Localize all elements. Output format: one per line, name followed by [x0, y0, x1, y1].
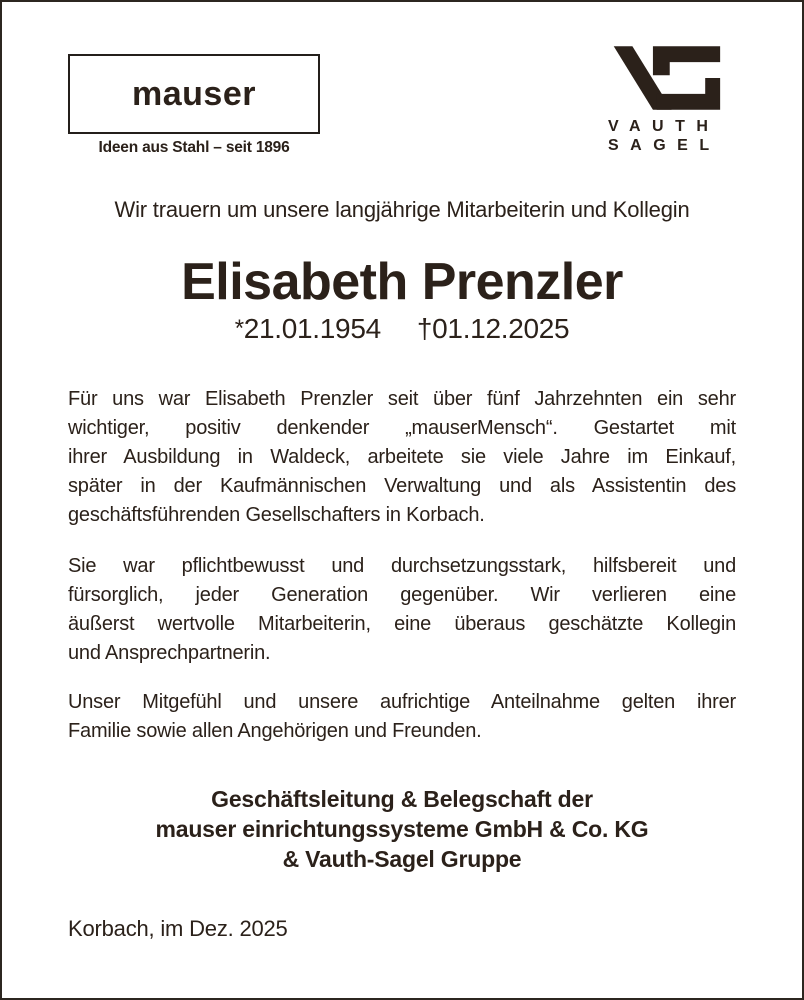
paragraph-line: Für uns war Elisabeth Prenzler seit über fünf Jahrzehnten ein sehr [68, 388, 736, 410]
paragraph-line: Unser Mitgefühl und unsere aufrichtige Anteilnahme gelten ihrer [68, 691, 736, 713]
death-date-value: 01.12.2025 [432, 313, 570, 344]
birth-date-value: 21.01.1954 [243, 313, 381, 344]
signature-line: & Vauth-Sagel Gruppe [282, 846, 522, 872]
signature-line: Geschäftsleitung & Belegschaft der [211, 786, 593, 812]
paragraph-line: Familie sowie allen Angehörigen und Freunden. [68, 720, 482, 742]
header [68, 54, 736, 157]
mauser-logo [68, 54, 320, 157]
vauth-sagel-logo [608, 46, 726, 155]
mauser-logo-box [68, 54, 320, 134]
vauth-sagel-word-bottom: SAGEL [608, 137, 721, 154]
paragraph-career [68, 385, 736, 530]
paragraph-character [68, 552, 736, 668]
birth-star-symbol: * [234, 315, 244, 342]
place-and-date-line: Korbach, im Dez. 2025 [68, 916, 288, 941]
death-dagger-symbol: † [416, 313, 433, 344]
vauth-sagel-monogram-icon [610, 46, 722, 110]
paragraph-line: später in der Kaufmännischen Verwaltung und als Assistentin des [68, 475, 736, 497]
paragraph-line: fürsorglich, jeder Generation gegenüber. Wir verlieren eine [68, 584, 736, 606]
signature-block [68, 784, 736, 874]
mauser-wordmark: mauser [132, 74, 256, 113]
paragraph-line: geschäftsführenden Gesellschafters in Korbach. [68, 504, 485, 526]
paragraph-condolence [68, 688, 736, 746]
life-dates [68, 313, 736, 345]
paragraph-line: und Ansprechpartnerin. [68, 642, 271, 664]
vauth-sagel-word-top: VAUTH [608, 118, 720, 135]
paragraph-line: äußerst wertvolle Mitarbeiterin, eine überaus geschätzte Kollegin [68, 613, 736, 635]
paragraph-line: Sie war pflichtbewusst und durchsetzungsstark, hilfsbereit und [68, 555, 736, 577]
deceased-name: Elisabeth Prenzler [181, 253, 623, 311]
paragraph-line: ihrer Ausbildung in Waldeck, arbeitete sie viele Jahre im Einkauf, [68, 446, 736, 468]
birth-date [235, 313, 381, 344]
mauser-tagline: Ideen aus Stahl – seit 1896 [98, 139, 290, 156]
signature-line: mauser einrichtungssysteme GmbH & Co. KG [155, 816, 649, 842]
mourning-intro-line: Wir trauern um unsere langjährige Mitarbeiterin und Kollegin [114, 197, 690, 222]
death-date [417, 313, 569, 344]
paragraph-line: wichtiger, positiv denkender „mauserMensch“. Gestartet mit [68, 417, 736, 439]
